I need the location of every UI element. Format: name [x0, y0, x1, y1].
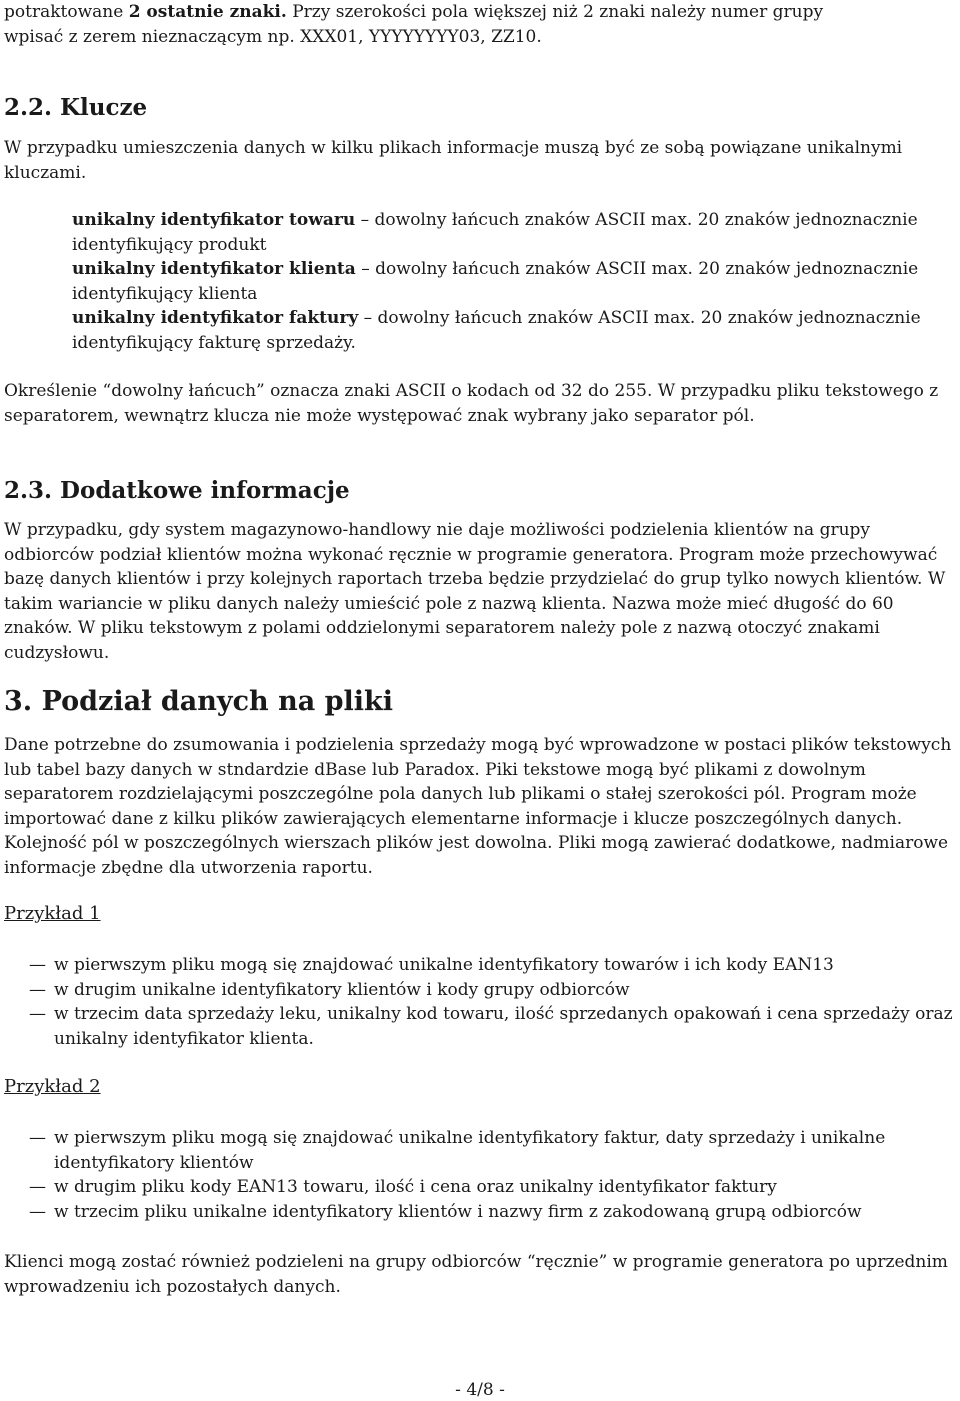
- list-item: [29, 1200, 956, 1225]
- list-item-text: w drugim unikalne identyfikatory klientów i kody grupy odbiorców: [54, 979, 630, 1000]
- podzial-paragraph: Dane potrzebne do zsumowania i podzielenia sprzedaży mogą być wprowadzone w postaci plików tekstowych lub tabel bazy danych w stndardzie dBase lub Paradox. Piki tekstowe mogą być plikami z dowolnym separatorem rozdzielającymi poszczególne pola danych lub plikami o stałej szerokości pól. Program może importować dane z kilku plików zawierających elementarne informacje i klucze poszczególnych danych. Kolejność pól w poszczególnych wierszach plików jest dowolna. Pliki mogą zawierać dodatkowe, nadmiarowe informacje zbędne dla utworzenia raportu.: [4, 735, 952, 878]
- list-item: [29, 953, 956, 978]
- page-number: - 4/8 -: [455, 1380, 505, 1400]
- definition-desc: – dowolny łańcuch znaków ASCII max. 20 znaków jednoznacznie identyfikujący fakturę sprzedaży.: [72, 308, 921, 353]
- dodatkowe-paragraph: W przypadku, gdy system magazynowo-handlowy nie daje możliwości podzielenia klientów na grupy odbiorców podział klientów można wykonać ręcznie w programie generatora. Program może przechowywać bazę danych klientów i przy kolejnych raportach trzeba będzie przydzielać do grup tylko nowych klientów. W takim wariancie w pliku danych należy umieścić pole z nazwą klienta. Nazwa może mieć długość do 60 znaków. W pliku tekstowym z polami oddzielonymi separatorem należy pole z nazwą otoczyć znakami cudzysłowu.: [4, 520, 946, 663]
- dash-bullet: —: [29, 1004, 46, 1024]
- dash-bullet: —: [29, 1128, 46, 1148]
- example2-list: [4, 1126, 956, 1224]
- definition-term: unikalny identyfikator faktury: [72, 308, 359, 328]
- dash-bullet: —: [29, 1177, 46, 1197]
- dash-bullet: —: [29, 979, 46, 1000]
- list-item: [29, 978, 956, 1003]
- list-item-text: w pierwszym pliku mogą się znajdować unikalne identyfikatory faktur, daty sprzedaży i unikalne identyfikatory klientów: [54, 1128, 886, 1173]
- definition-faktura: [4, 306, 956, 355]
- klucze-paragraph: W przypadku umieszczenia danych w kilku plikach informacje muszą być ze sobą powiązane unikalnymi kluczami.: [4, 138, 903, 183]
- definition-towar: [4, 208, 956, 257]
- dash-bullet: —: [29, 1201, 46, 1222]
- intro-bold-text: 2 ostatnie znaki.: [128, 2, 287, 22]
- heading-klucze: 2.2. Klucze: [4, 94, 148, 121]
- example1-list: [4, 953, 956, 1051]
- list-item-text: w pierwszym pliku mogą się znajdować unikalne identyfikatory towarów i ich kody EAN13: [54, 955, 834, 975]
- definition-term: unikalny identyfikator towaru: [72, 210, 356, 230]
- intro-text: potraktowane: [4, 2, 129, 22]
- closing-paragraph: Klienci mogą zostać również podzieleni na grupy odbiorców “ręcznie” w programie generatora po uprzednim wprowadzeniu ich pozostałych danych.: [4, 1252, 948, 1297]
- list-item: [29, 1002, 956, 1051]
- heading-dodatkowe-informacje: 2.3. Dodatkowe informacje: [4, 477, 350, 504]
- intro-paragraph: [4, 0, 956, 49]
- definition-term: unikalny identyfikator klienta: [72, 259, 356, 279]
- intro-text-cont: Przy szerokości pola większej niż 2 znaki należy numer grupy: [286, 2, 824, 22]
- key-definitions: [4, 208, 956, 355]
- definition-desc: – dowolny łańcuch znaków ASCII max. 20 znaków jednoznacznie identyfikujący klienta: [72, 259, 919, 304]
- dash-bullet: —: [29, 955, 46, 975]
- example1-title: Przykład 1: [4, 903, 101, 924]
- list-item-text: w trzecim pliku unikalne identyfikatory klientów i nazwy firm z zakodowaną grupą odbiorców: [54, 1201, 862, 1222]
- heading-podzial-danych: 3. Podział danych na pliki: [4, 686, 393, 717]
- example2-title: Przykład 2: [4, 1076, 101, 1097]
- list-item: [29, 1175, 956, 1200]
- ascii-note-paragraph: Określenie “dowolny łańcuch” oznacza znaki ASCII o kodach od 32 do 255. W przypadku pliku tekstowego z separatorem, wewnątrz klucza nie może występować znak wybrany jako separator pól.: [4, 381, 939, 426]
- definition-klient: [4, 257, 956, 306]
- intro-text-line2: wpisać z zerem nieznaczącym np. XXX01, YYYYYYYY03, ZZ10.: [4, 26, 542, 47]
- definition-desc: – dowolny łańcuch znaków ASCII max. 20 znaków jednoznacznie identyfikujący produkt: [72, 210, 918, 255]
- list-item: [29, 1126, 956, 1175]
- list-item-text: w trzecim data sprzedaży leku, unikalny kod towaru, ilość sprzedanych opakowań i cena sprzedaży oraz unikalny identyfikator klienta.: [54, 1004, 953, 1049]
- list-item-text: w drugim pliku kody EAN13 towaru, ilość i cena oraz unikalny identyfikator faktury: [54, 1177, 777, 1197]
